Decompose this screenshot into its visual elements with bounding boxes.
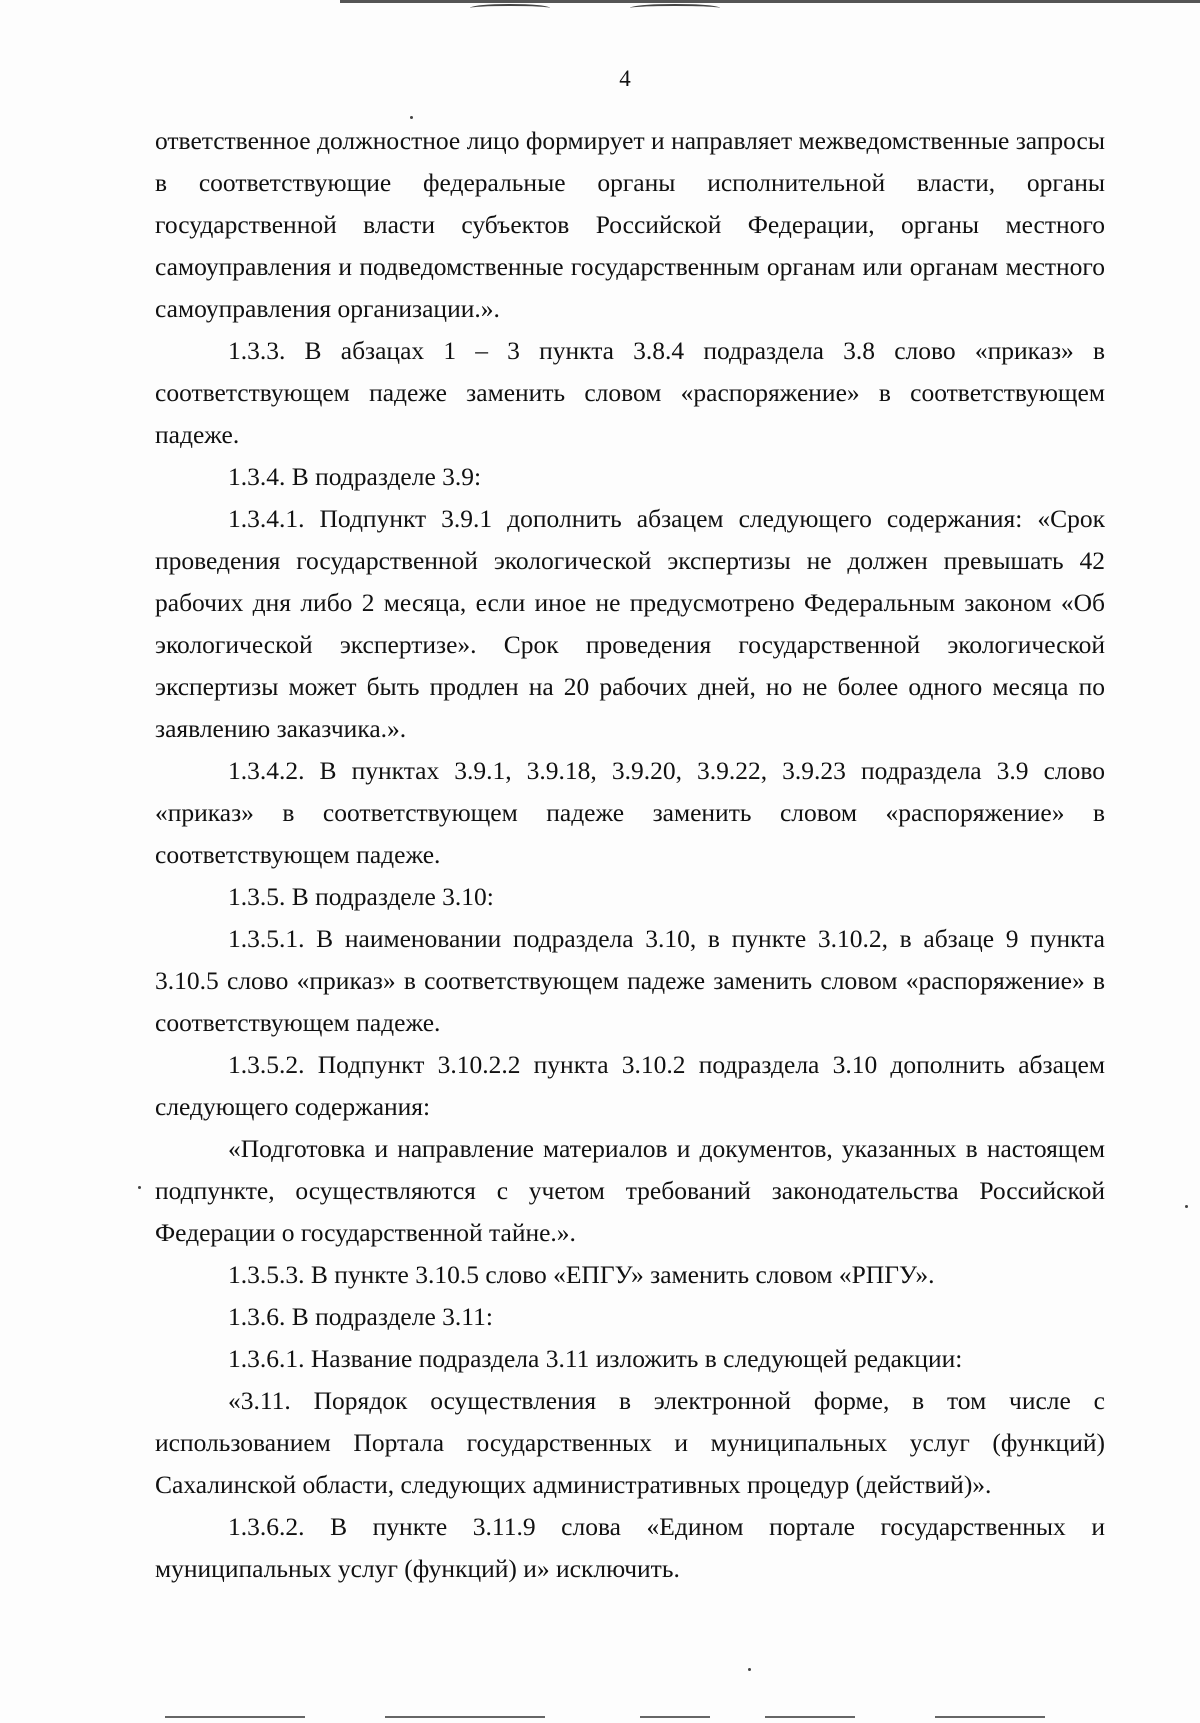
paragraph-1-3-5: 1.3.5. В подразделе 3.10: — [228, 882, 494, 911]
paragraph-continuation: ответственное должностное лицо формирует и направляет межведомственные запросы в соответствующие федеральные органы исполнительной власти, органы государственной власти субъектов Российской Федерации, органы местного самоуправления и подведомственные государственным органам или органам местного самоуправления организации.». — [155, 126, 1105, 323]
scan-top-edge — [340, 0, 1200, 3]
scan-bottom-edge — [165, 1716, 305, 1718]
scan-speck — [748, 1668, 751, 1671]
scan-bottom-edge — [765, 1716, 855, 1718]
paragraph-quote-2: «3.11. Порядок осуществления в электронной форме, в том числе с использованием Портала государственных и муниципальных услуг (функций) Сахалинской области, следующих административных процедур (действий)». — [155, 1386, 1105, 1499]
paragraph-1-3-6: 1.3.6. В подразделе 3.11: — [228, 1302, 493, 1331]
paragraph-1-3-6-1: 1.3.6.1. Название подраздела 3.11 изложить в следующей редакции: — [228, 1344, 963, 1373]
document-body — [155, 120, 1105, 1590]
scan-speck — [1185, 1205, 1188, 1208]
paragraph-1-3-6-2: 1.3.6.2. В пункте 3.11.9 слова «Едином портале государственных и муниципальных услуг (функций) и» исключить. — [155, 1512, 1105, 1583]
paragraph-1-3-5-1: 1.3.5.1. В наименовании подраздела 3.10, в пункте 3.10.2, в абзаце 9 пункта 3.10.5 слово «приказ» в соответствующем падеже заменить словом «распоряжение» в соответствующем падеже. — [155, 924, 1105, 1037]
scan-mark — [470, 4, 550, 12]
scan-bottom-edge — [935, 1716, 1045, 1718]
scan-speck — [410, 116, 413, 119]
paragraph-quote-1: «Подготовка и направление материалов и документов, указанных в настоящем подпункте, осуществляются с учетом требований законодательства Российской Федерации о государственной тайне.». — [155, 1134, 1105, 1247]
paragraph-1-3-5-3: 1.3.5.3. В пункте 3.10.5 слово «ЕПГУ» заменить словом «РПГУ». — [228, 1260, 935, 1289]
paragraph-1-3-4: 1.3.4. В подразделе 3.9: — [228, 462, 482, 491]
paragraph-1-3-4-1: 1.3.4.1. Подпункт 3.9.1 дополнить абзацем следующего содержания: «Срок проведения государственной экологической экспертизы не должен превышать 42 рабочих дня либо 2 месяца, если иное не предусмотрено Федеральным законом «Об экологической экспертизе». Срок проведения государственной экологической экспертизы может быть продлен на 20 рабочих дней, но не более одного месяца по заявлению заказчика.». — [155, 504, 1105, 743]
scan-bottom-edge — [640, 1716, 710, 1718]
paragraph-1-3-3: 1.3.3. В абзацах 1 – 3 пункта 3.8.4 подраздела 3.8 слово «приказ» в соответствующем падеже заменить словом «распоряжение» в соответствующем падеже. — [155, 336, 1105, 449]
paragraph-1-3-5-2: 1.3.5.2. Подпункт 3.10.2.2 пункта 3.10.2 подраздела 3.10 дополнить абзацем следующего содержания: — [155, 1050, 1105, 1121]
paragraph-1-3-4-2: 1.3.4.2. В пунктах 3.9.1, 3.9.18, 3.9.20, 3.9.22, 3.9.23 подраздела 3.9 слово «приказ» в соответствующем падеже заменить словом «распоряжение» в соответствующем падеже. — [155, 756, 1105, 869]
page-number: 4 — [619, 66, 631, 91]
scan-mark — [630, 4, 720, 12]
scan-bottom-edge — [385, 1716, 545, 1718]
scan-speck — [138, 1186, 141, 1189]
